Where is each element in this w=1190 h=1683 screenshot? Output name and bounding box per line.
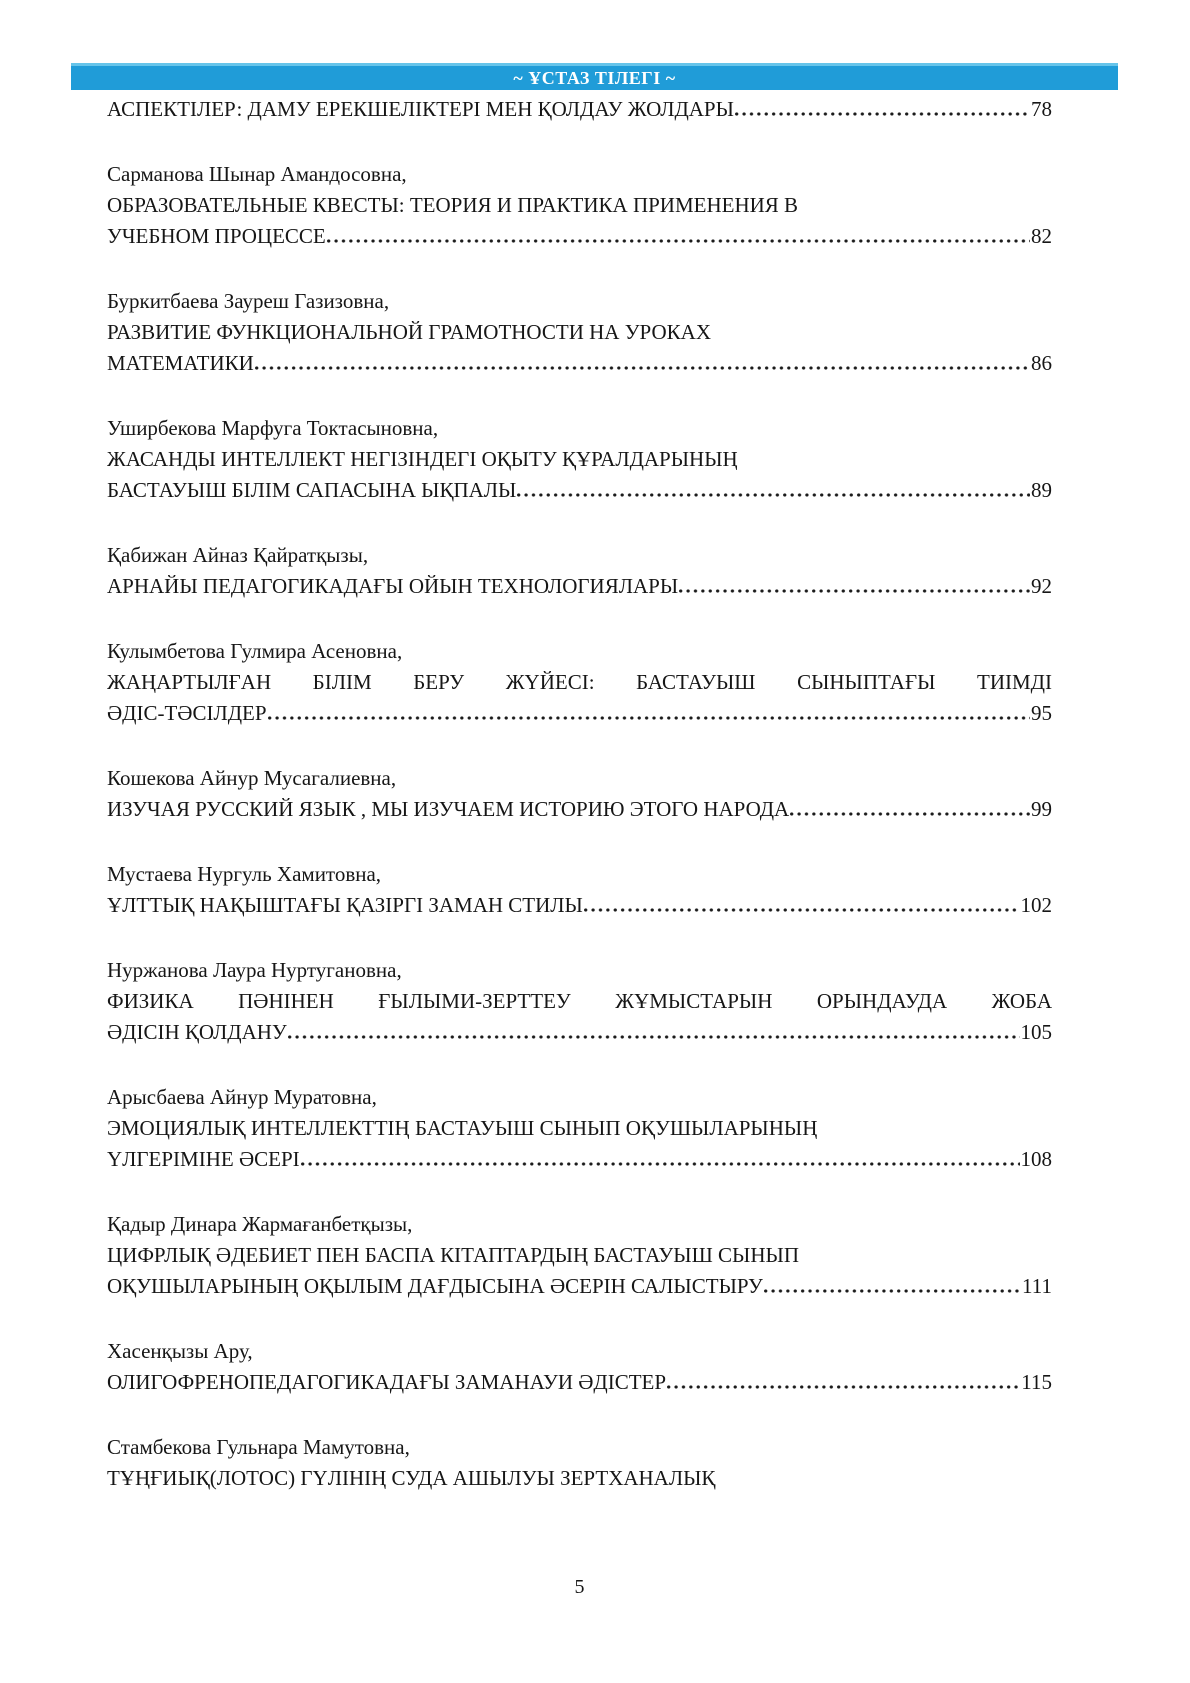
toc-author: Арысбаева Айнур Муратовна, (107, 1085, 377, 1109)
toc-title-lastline (107, 348, 1052, 379)
dot-leader (268, 716, 1030, 720)
toc-title-lastline (107, 890, 1052, 921)
toc-title-line: РАЗВИТИЕ ФУНКЦИОНАЛЬНОЙ ГРАМОТНОСТИ НА УРОКАХ (107, 320, 711, 344)
toc-entry (107, 94, 1052, 125)
toc-entry (107, 286, 1052, 379)
toc-author: Қадыр Динара Жармағанбетқызы, (107, 1212, 413, 1236)
toc-author: Уширбекова Марфуга Токтасыновна, (107, 416, 439, 440)
dot-leader (790, 812, 1030, 816)
toc-title-text: АРНАЙЫ ПЕДАГОГИКАДАҒЫ ОЙЫН ТЕХНОЛОГИЯЛАРЫ (107, 574, 679, 598)
toc-title-lastline (107, 1144, 1052, 1175)
toc-author: Нуржанова Лаура Нуртугановна, (107, 958, 402, 982)
toc-author: Кошекова Айнур Мусагалиевна, (107, 766, 397, 790)
toc-page-number: 92 (1031, 574, 1052, 598)
dot-leader (517, 493, 1030, 497)
toc-author: Буркитбаева Зауреш Газизовна, (107, 289, 390, 313)
toc-entry (107, 955, 1052, 1048)
toc-title-text: ИЗУЧАЯ РУССКИЙ ЯЗЫК , МЫ ИЗУЧАЕМ ИСТОРИЮ ЭТОГО НАРОДА (107, 797, 790, 821)
toc-entry (107, 636, 1052, 729)
toc-title-text: МАТЕМАТИКИ (107, 351, 254, 375)
toc-title-lastline (107, 1367, 1052, 1398)
toc-title-line: ЦИФРЛЫҚ ӘДЕБИЕТ ПЕН БАСПА КІТАПТАРДЫҢ БАСТАУЫШ СЫНЫП (107, 1243, 799, 1267)
toc-title-lastline (107, 698, 1052, 729)
toc-author: Мустаева Нургуль Хамитовна, (107, 862, 382, 886)
dot-leader (255, 366, 1030, 370)
toc-title-text: ОҚУШЫЛАРЫНЫҢ ОҚЫЛЫМ ДАҒДЫСЫНА ӘСЕРІН САЛЫСТЫРУ (107, 1274, 763, 1298)
toc-title-lastline (107, 94, 1052, 125)
toc-title-line: ЭМОЦИЯЛЫҚ ИНТЕЛЛЕКТТІҢ БАСТАУЫШ СЫНЫП ОҚУШЫЛАРЫНЫҢ (107, 1116, 818, 1140)
toc-author: Қабижан Айназ Қайратқызы, (107, 543, 369, 567)
toc-entry (107, 413, 1052, 506)
toc-page-number: 95 (1031, 701, 1052, 725)
toc-page-number: 105 (1020, 1020, 1052, 1044)
toc-page-number: 102 (1020, 893, 1052, 917)
toc-title-lastline (107, 221, 1052, 252)
toc-title-lastline (107, 571, 1052, 602)
toc-page-number: 78 (1031, 97, 1052, 121)
dot-leader (667, 1385, 1020, 1389)
toc-title-lastline (107, 1017, 1052, 1048)
journal-title: ~ ҰСТАЗ ТІЛЕГІ ~ (513, 67, 676, 88)
toc-entry (107, 159, 1052, 252)
dot-leader (301, 1162, 1020, 1166)
toc-page-number: 115 (1021, 1370, 1052, 1394)
toc-author: Хасенқызы Ару, (107, 1339, 253, 1363)
toc-page-number: 99 (1031, 797, 1052, 821)
toc-title-text: БАСТАУЫШ БІЛІМ САПАСЫНА ЫҚПАЛЫ (107, 478, 517, 502)
toc-title-text: УЧЕБНОМ ПРОЦЕССЕ (107, 224, 326, 248)
page-number: 5 (574, 1576, 585, 1598)
toc-author: Стамбекова Гульнара Мамутовна, (107, 1435, 410, 1459)
toc-entry (107, 540, 1052, 602)
toc-page-number: 108 (1020, 1147, 1052, 1171)
toc-title-line: ОБРАЗОВАТЕЛЬНЫЕ КВЕСТЫ: ТЕОРИЯ И ПРАКТИКА ПРИМЕНЕНИЯ В (107, 193, 799, 217)
toc-page-number: 82 (1031, 224, 1052, 248)
toc-title-lastline (107, 475, 1052, 506)
dot-leader (584, 908, 1020, 912)
dot-leader (288, 1035, 1020, 1039)
toc-entry (107, 1336, 1052, 1398)
toc-title-text: АСПЕКТІЛЕР: ДАМУ ЕРЕКШЕЛІКТЕРІ МЕН ҚОЛДАУ ЖОЛДАРЫ (107, 97, 734, 121)
dot-leader (764, 1289, 1021, 1293)
toc-list (107, 94, 1052, 1494)
toc-title-text: ОЛИГОФРЕНОПЕДАГОГИКАДАҒЫ ЗАМАНАУИ ӘДІСТЕР (107, 1370, 667, 1394)
dot-leader (679, 589, 1030, 593)
dot-leader (327, 239, 1030, 243)
toc-page-number: 86 (1031, 351, 1052, 375)
journal-header-banner (71, 63, 1118, 90)
toc-title-line: ТҰҢҒИЫҚ(ЛОТОС) ГҮЛІНІҢ СУДА АШЫЛУЫ ЗЕРТХАНАЛЫҚ (107, 1466, 716, 1490)
toc-entry (107, 763, 1052, 825)
toc-author: Кулымбетова Гулмира Асеновна, (107, 639, 403, 663)
toc-author: Сарманова Шынар Амандосовна, (107, 162, 407, 186)
toc-title-line: ЖАСАНДЫ ИНТЕЛЛЕКТ НЕГІЗІНДЕГІ ОҚЫТУ ҚҰРАЛДАРЫНЫҢ (107, 447, 738, 471)
toc-title-text: ӘДІС-ТӘСІЛДЕР (107, 701, 267, 725)
toc-title-line: ЖАҢАРТЫЛҒАН БІЛІМ БЕРУ ЖҮЙЕСІ: БАСТАУЫШ СЫНЫПТАҒЫ ТИІМДІ (107, 670, 1052, 694)
toc-entry (107, 1209, 1052, 1302)
toc-entry (107, 1082, 1052, 1175)
toc-entry (107, 859, 1052, 921)
toc-page-number: 89 (1031, 478, 1052, 502)
toc-title-text: ҰЛТТЫҚ НАҚЫШТАҒЫ ҚАЗІРГІ ЗАМАН СТИЛЫ (107, 893, 583, 917)
toc-entry (107, 1432, 1052, 1494)
dot-leader (735, 112, 1030, 116)
toc-title-text: ҮЛГЕРІМІНЕ ӘСЕРІ (107, 1147, 300, 1171)
toc-title-line: ФИЗИКА ПӘНІНЕН ҒЫЛЫМИ-ЗЕРТТЕУ ЖҰМЫСТАРЫН ОРЫНДАУДА ЖОБА (107, 989, 1052, 1013)
toc-title-lastline (107, 794, 1052, 825)
toc-title-text: ӘДІСІН ҚОЛДАНУ (107, 1020, 287, 1044)
toc-title-lastline (107, 1271, 1052, 1302)
toc-page-number: 111 (1022, 1274, 1052, 1298)
